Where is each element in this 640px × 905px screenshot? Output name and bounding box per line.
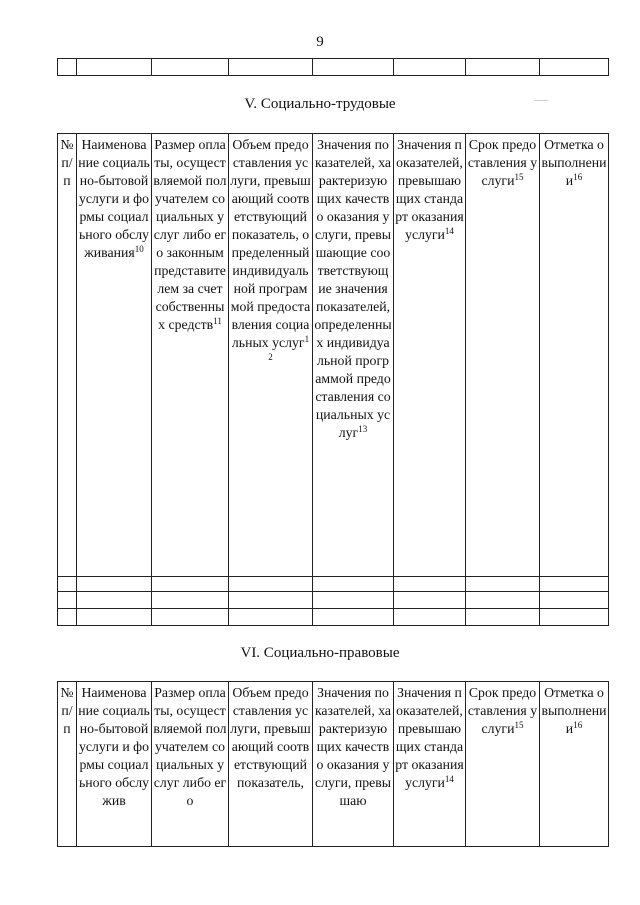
table-cell (394, 609, 466, 626)
table-cell (229, 609, 313, 626)
table-row (58, 609, 609, 626)
column-header-payment: Размер оплаты, осуществляемой получателем социальных услуг либо его (152, 682, 229, 847)
column-header-volume: Объем предоставления услуги, превышающий соответствующий показатель, определенный индивидуальной программой предоставления социальных услуг$^{12}$ (229, 134, 313, 577)
table-cell (313, 577, 394, 592)
section-title-v: V. Социально-трудовые (244, 96, 396, 112)
table-row (58, 59, 609, 76)
column-header-payment: Размер оплаты, осуществляемой получателем социальных услуг либо его законным представителем за счет собственных средств$^{11}$ (152, 134, 229, 577)
column-header-volume: Объем предоставления услуги, превышающий соответствующий показатель, (229, 682, 313, 847)
section-title-vi: VI. Социально-правовые (240, 645, 400, 661)
column-header-quality: Значения показателей, характеризующих качество оказания услуги, превышающие соответствующие значения показателей, определенных индивидуальной программой предоставления социальных услуг$^{13}$ (313, 134, 394, 577)
table-cell (229, 59, 313, 76)
column-header-standard: Значения показателей, превышающих стандарт оказания услуги$^{14}$ (394, 682, 466, 847)
table-cell (77, 592, 152, 609)
section-v-table (57, 133, 609, 626)
table-cell (58, 609, 77, 626)
column-header-number: № п/п (58, 134, 77, 577)
column-header-number: № п/п (58, 682, 77, 847)
table-cell (394, 577, 466, 592)
table-cell (466, 577, 540, 592)
table-cell (540, 609, 609, 626)
table-cell (540, 592, 609, 609)
table-cell (152, 592, 229, 609)
table-header-row (58, 134, 609, 577)
table-cell (540, 59, 609, 76)
table-cell (313, 592, 394, 609)
column-header-mark: Отметка о выполнении$^{16}$ (540, 682, 609, 847)
column-header-mark: Отметка о выполнении$^{16}$ (540, 134, 609, 577)
column-header-quality: Значения показателей, характеризующих качество оказания услуги, превышаю (313, 682, 394, 847)
column-header-service-name: Наименование социально-бытовой услуги и формы социального обслужив (77, 682, 152, 847)
table-cell (313, 59, 394, 76)
table-cell (58, 592, 77, 609)
table-cell (152, 609, 229, 626)
table-cell (394, 592, 466, 609)
column-header-term: Срок предоставления услуги$^{15}$ (466, 682, 540, 847)
table-cell (152, 59, 229, 76)
table-cell (229, 577, 313, 592)
table-cell (77, 609, 152, 626)
table-cell (77, 577, 152, 592)
continuation-table (57, 58, 609, 76)
table-cell (58, 59, 77, 76)
table-cell (58, 577, 77, 592)
table-cell (229, 592, 313, 609)
column-header-standard: Значения показателей, превышающих стандарт оказания услуги$^{14}$ (394, 134, 466, 577)
table-cell (466, 609, 540, 626)
column-header-term: Срок предоставления услуги$^{15}$ (466, 134, 540, 577)
table-cell (77, 59, 152, 76)
table-row (58, 592, 609, 609)
table-cell (313, 609, 394, 626)
table-cell (152, 577, 229, 592)
page-number: 9 (316, 34, 324, 50)
table-row (58, 577, 609, 592)
section-vi-table (57, 681, 609, 847)
table-cell (466, 59, 540, 76)
table-cell (466, 592, 540, 609)
table-cell (540, 577, 609, 592)
column-header-service-name: Наименование социально-бытовой услуги и формы социального обслуживания$^{10}$ (77, 134, 152, 577)
table-header-row (58, 682, 609, 847)
table-cell (394, 59, 466, 76)
